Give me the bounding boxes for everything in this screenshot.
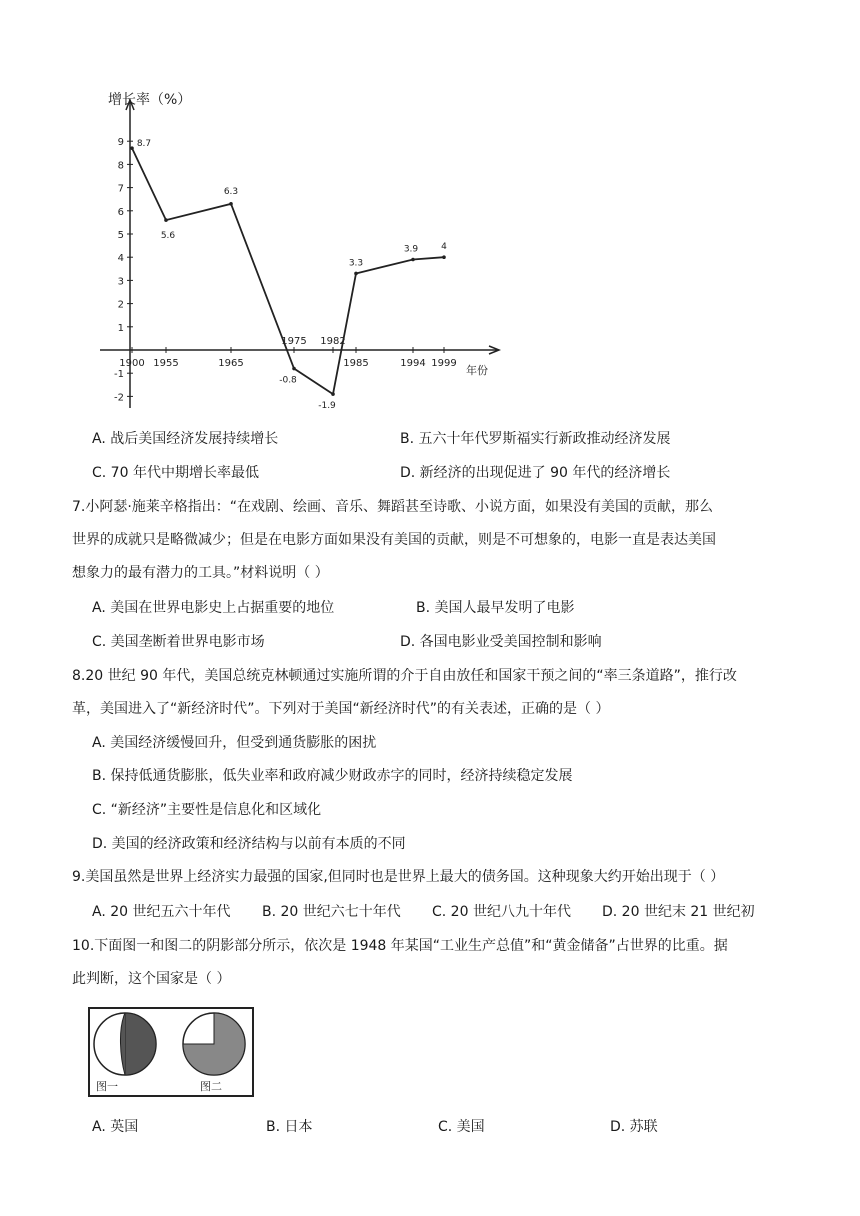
figure-2-pie [183,1013,245,1075]
x-tick-label: 1985 [343,358,369,369]
q9-stem-line-1: 9.美国虽然是世界上经济实力最强的国家,但同时也是世界上最大的债务国。这种现象大约开始出现于（ ） [72,869,725,885]
data-label: 3.3 [348,258,364,269]
x-tick-label: 1975 [281,336,307,347]
q6-option-d[interactable]: D. 新经济的出现促进了 90 年代的经济增长 [400,465,671,481]
q9-option-d[interactable]: D. 20 世纪末 21 世纪初 [602,904,755,920]
q9-option-a[interactable]: A. 20 世纪五六十年代 [92,904,231,920]
figure-1-label: 图一 [96,1080,118,1093]
x-tick-label: 1982 [320,336,346,347]
data-label: -1.9 [318,401,336,410]
data-label: 8.7 [136,139,152,150]
x-tick-label: 1955 [153,358,179,369]
figure-1-pie [94,1013,156,1075]
y-tick-label: 2 [117,299,124,311]
x-tick-label: 1994 [400,358,426,369]
q7-option-b[interactable]: B. 美国人最早发明了电影 [416,600,575,616]
q7-option-a[interactable]: A. 美国在世界电影史上占据重要的地位 [92,600,335,616]
data-point [130,146,134,150]
q9-option-b[interactable]: B. 20 世纪六七十年代 [262,904,401,920]
q6-option-b[interactable]: B. 五六十年代罗斯福实行新政推动经济发展 [400,431,671,447]
q10-option-d[interactable]: D. 苏联 [610,1119,658,1135]
data-point [442,255,446,259]
y-tick-label: 3 [117,276,124,288]
q8-option-a[interactable]: A. 美国经济缓慢回升，但受到通货膨胀的困扰 [92,735,377,751]
pie-figures [88,1007,254,1097]
q7-option-c[interactable]: C. 美国垄断着世界电影市场 [92,634,265,650]
q7-option-d[interactable]: D. 各国电影业受美国控制和影响 [400,634,602,650]
y-tick-label: 7 [117,183,124,195]
y-tick-label: 6 [117,206,124,218]
data-label: 6.3 [223,186,239,197]
y-axis-label: 增长率（%） [108,92,192,108]
y-tick-label: -2 [114,392,124,404]
data-label: 3.9 [403,244,419,255]
q10-stem-line-1: 10.下面图一和图二的阴影部分所示，依次是 1948 年某国“工业生产总值”和“黄金储备”占世界的比重。据 [72,938,728,954]
q7-stem-line-3: 想象力的最有潜力的工具。”材料说明（ ） [72,565,329,581]
x-tick-label: 1900 [119,358,145,369]
y-tick-label: 4 [117,253,124,265]
q8-option-c[interactable]: C. “新经济”主要性是信息化和区域化 [92,802,322,818]
q9-option-c[interactable]: C. 20 世纪八九十年代 [432,904,571,920]
data-point [331,392,335,396]
q10-option-a[interactable]: A. 英国 [92,1119,139,1135]
data-point [411,258,415,262]
q8-option-d[interactable]: D. 美国的经济政策和经济结构与以前有本质的不同 [92,836,406,852]
data-label: 5.6 [160,231,176,242]
y-tick-label: 1 [117,322,124,334]
y-tick-label: -1 [114,369,124,381]
q8-option-b[interactable]: B. 保持低通货膨胀，低失业率和政府减少财政赤字的同时，经济持续稳定发展 [92,768,573,784]
q10-option-c[interactable]: C. 美国 [438,1119,485,1135]
q6-option-c[interactable]: C. 70 年代中期增长率最低 [92,465,259,481]
figure-2-label: 图二 [200,1080,222,1093]
data-label: -0.8 [279,375,297,386]
q8-stem-line-2: 革，美国进入了“新经济时代”。下列对于美国“新经济时代”的有关表述，正确的是（ ） [72,701,610,717]
data-point [229,202,233,206]
y-tick-label: 8 [117,160,124,172]
q10-option-b[interactable]: B. 日本 [266,1119,313,1135]
data-point [354,272,358,276]
data-label: 4 [441,242,447,253]
y-tick-label: 9 [117,137,124,149]
growth-rate-line-chart [100,80,510,410]
q6-option-a[interactable]: A. 战后美国经济发展持续增长 [92,431,279,447]
q8-stem-line-1: 8.20 世纪 90 年代，美国总统克林顿通过实施所谓的介于自由放任和国家干预之间的“率三条道路”，推行改 [72,668,737,684]
q7-stem-line-1: 7.小阿瑟·施莱辛格指出：“在戏剧、绘画、音乐、舞蹈甚至诗歌、小说方面，如果没有美国的贡献，那么 [72,499,714,515]
q7-stem-line-2: 世界的成就只是略微减少；但是在电影方面如果没有美国的贡献，则是不可想象的，电影一直是表达美国 [72,532,716,548]
q10-stem-line-2: 此判断，这个国家是（ ） [72,971,231,987]
data-point [164,218,168,222]
series-line [132,148,444,394]
x-axis-label: 年份 [466,364,488,377]
x-tick-label: 1999 [431,358,457,369]
data-point [292,367,296,371]
y-tick-label: 5 [117,230,124,241]
x-tick-label: 1965 [218,358,244,369]
